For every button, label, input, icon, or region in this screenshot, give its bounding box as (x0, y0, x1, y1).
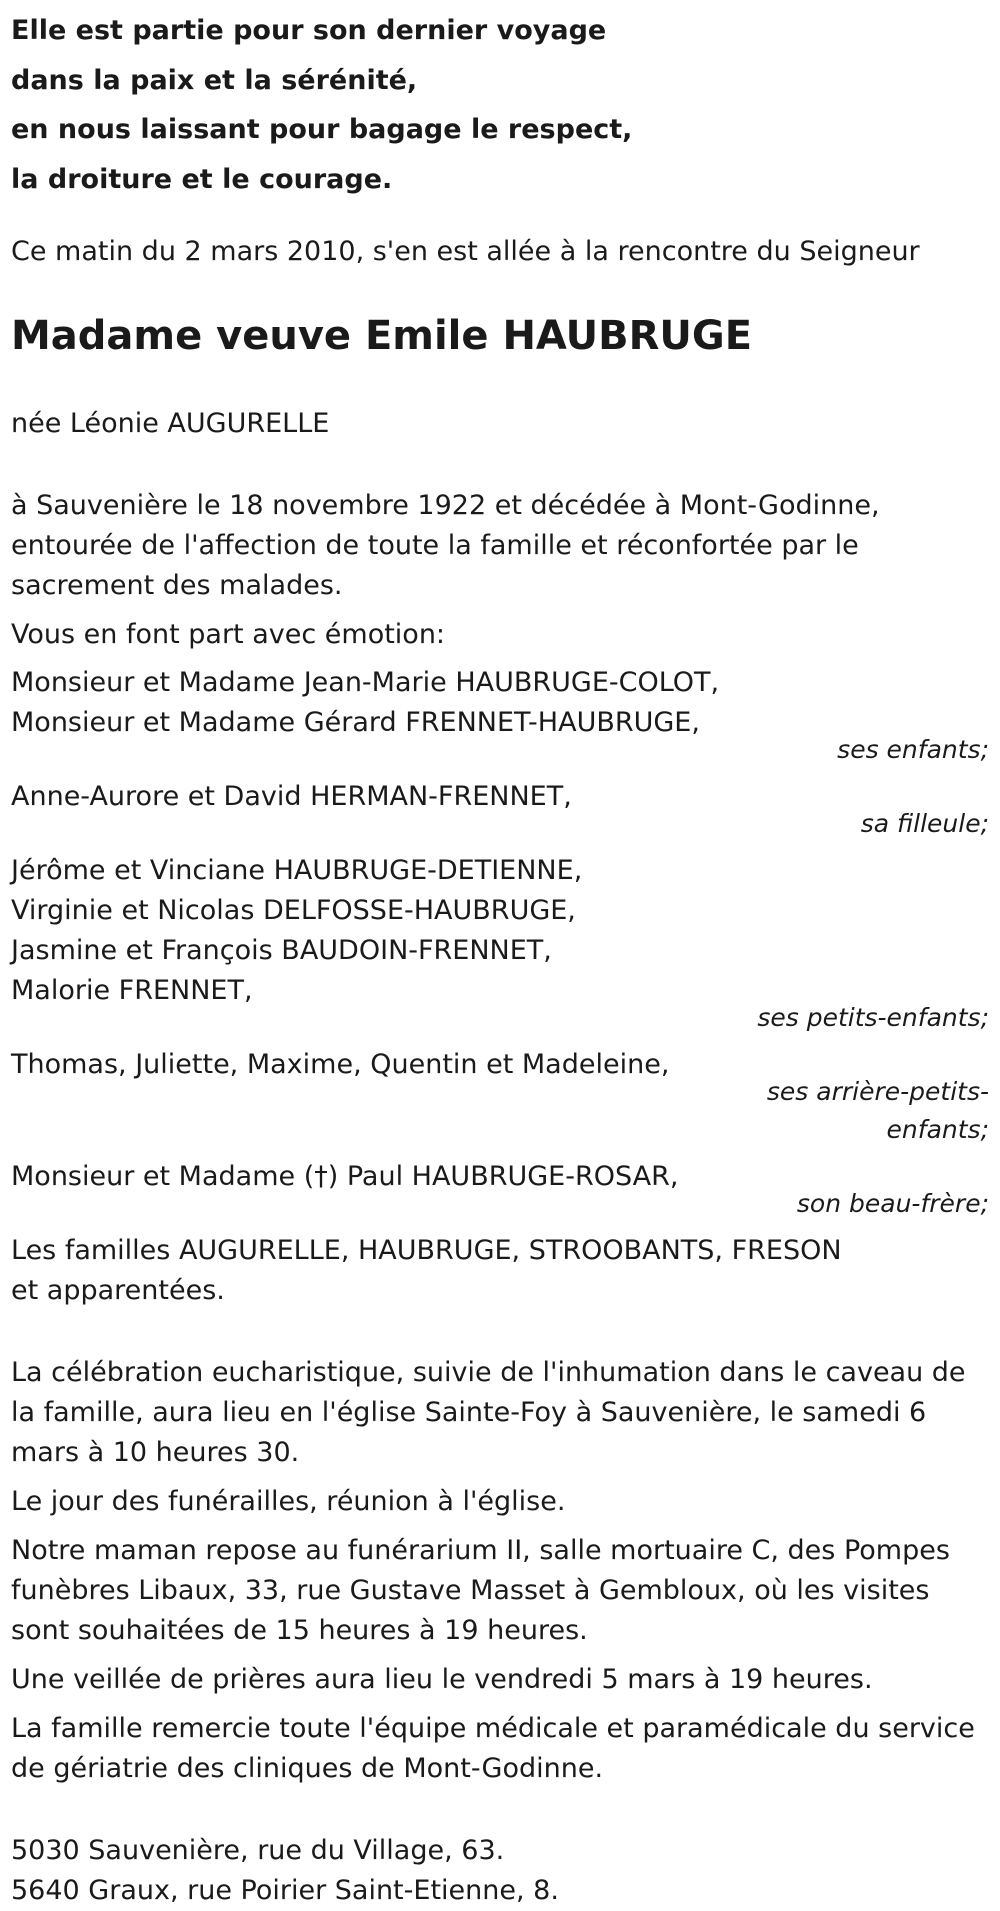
family-member: Thomas, Juliette, Maxime, Quentin et Madeleine, (11, 1049, 670, 1080)
families-line: Les familles AUGURELLE, HAUBRUGE, STROOBANTS, FRESON (11, 1235, 842, 1266)
relation-label: sa filleule; (860, 809, 989, 838)
relation-label: ses enfants; (837, 735, 989, 764)
verse-line: la droiture et le courage. (11, 163, 393, 195)
family-member: Monsieur et Madame Gérard FRENNET-HAUBRUGE, (11, 707, 700, 738)
funerarium-info: Notre maman repose au funérarium II, salle mortuaire C, des Pompes funèbres Libaux, 33, rue Gustave Masset à Gembloux, où les visites sont souhaitées de 15 heures à 19 heures. (11, 1535, 950, 1646)
family-member: Virginie et Nicolas DELFOSSE-HAUBRUGE, (11, 895, 576, 926)
intro-text: Ce matin du 2 mars 2010, s'en est allée à la rencontre du Seigneur (11, 236, 920, 267)
family-member: Monsieur et Madame Jean-Marie HAUBRUGE-COLOT, (11, 667, 720, 698)
address-line: 5030 Sauvenière, rue du Village, 63. (11, 1835, 505, 1866)
family-member: Jérôme et Vinciane HAUBRUGE-DETIENNE, (11, 855, 583, 886)
family-group-families (11, 1231, 989, 1311)
birth-name: née Léonie AUGURELLE (11, 408, 330, 439)
family-group-grandchildren (11, 851, 989, 1037)
family-list (11, 663, 989, 1311)
relation-label: ses arrière-petits-enfants; (766, 1077, 989, 1144)
ceremony-info: La célébration eucharistique, suivie de l'inhumation dans le caveau de la famille, aura lieu en l'église Sainte-Foy à Sauvenière, le samedi 6 mars à 10 heures 30. (11, 1357, 966, 1468)
thanks-info: La famille remercie toute l'équipe médicale et paramédicale du service de gériatrie des cliniques de Mont-Godinne. (11, 1713, 975, 1784)
family-member: Malorie FRENNET, (11, 975, 253, 1006)
address-line: 5640 Graux, rue Poirier Saint-Etienne, 8. (11, 1875, 559, 1906)
family-member: Jasmine et François BAUDOIN-FRENNET, (11, 935, 552, 966)
family-group-children (11, 663, 989, 769)
vigil-info: Une veillée de prières aura lieu le vendredi 5 mars à 19 heures. (11, 1664, 873, 1695)
addresses (11, 1831, 989, 1911)
relation-label: son beau-frère; (796, 1189, 989, 1218)
family-group-goddaughter (11, 777, 989, 843)
birth-death-details: à Sauvenière le 18 novembre 1922 et décédée à Mont-Godinne, entourée de l'affection de toute la famille et réconfortée par le sacrement des malades. (11, 490, 880, 601)
announcement: Vous en font part avec émotion: (11, 619, 446, 650)
family-group-brother-in-law (11, 1157, 989, 1223)
family-member: Monsieur et Madame (†) Paul HAUBRUGE-ROSAR, (11, 1161, 679, 1192)
verse-line: en nous laissant pour bagage le respect, (11, 114, 633, 145)
meeting-info: Le jour des funérailles, réunion à l'église. (11, 1486, 566, 1517)
family-group-great-grandchildren (11, 1045, 989, 1149)
families-line: et apparentées. (11, 1275, 225, 1306)
opening-verse (11, 0, 989, 204)
deceased-name: Madame veuve Emile HAUBRUGE (11, 313, 753, 359)
verse-line: dans la paix et la sérénité, (11, 64, 418, 96)
family-member: Anne-Aurore et David HERMAN-FRENNET, (11, 781, 572, 812)
verse-line: Elle est partie pour son dernier voyage (11, 15, 607, 46)
relation-label: ses petits-enfants; (757, 1003, 989, 1032)
